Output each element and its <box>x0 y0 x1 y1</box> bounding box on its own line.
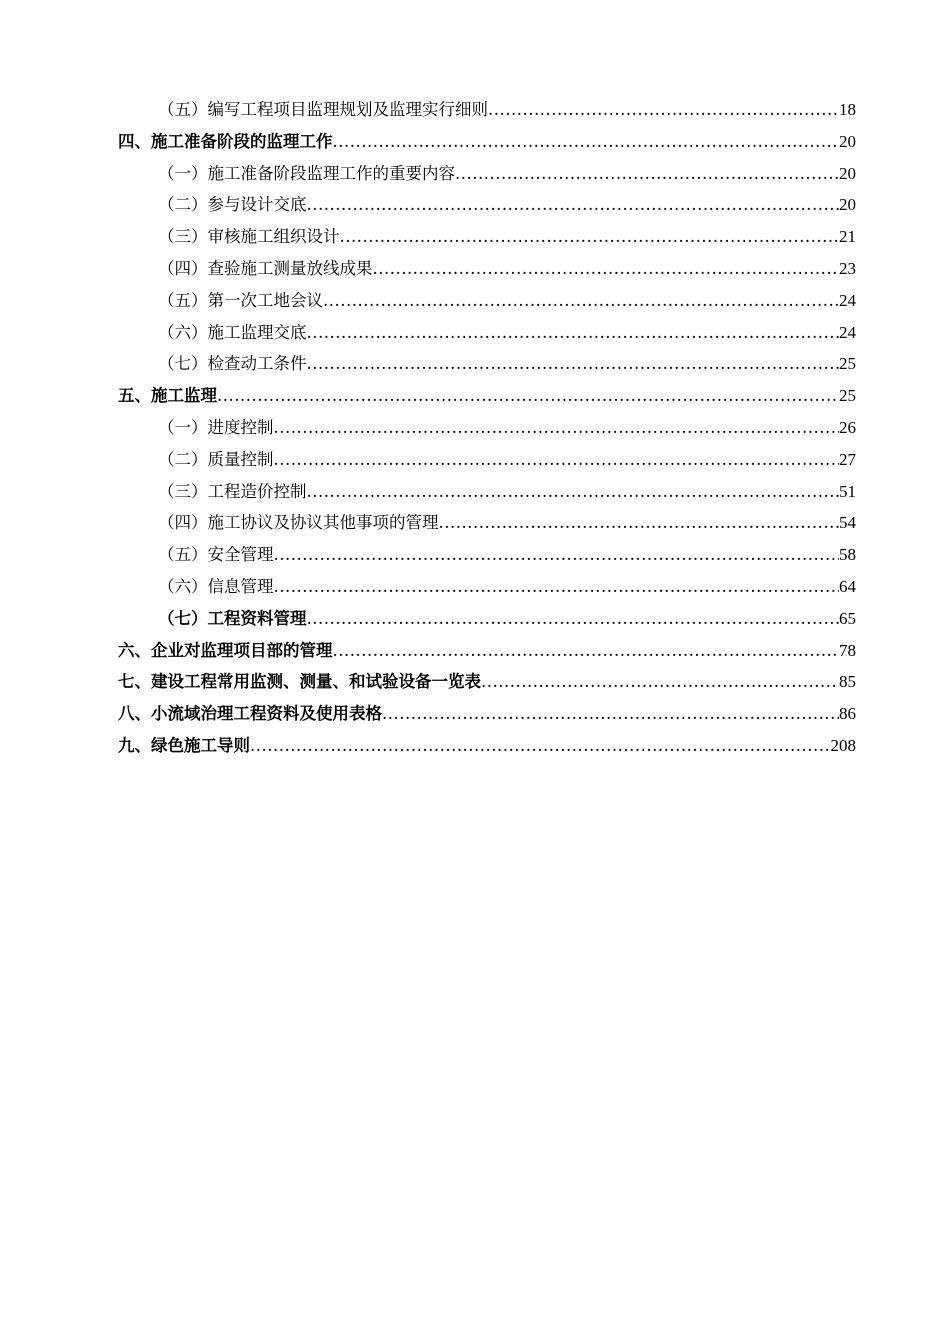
toc-dot-leader <box>340 221 840 253</box>
toc-page-number: 58 <box>839 545 856 565</box>
toc-section-entry[interactable] <box>118 603 856 635</box>
toc-entry-label: （七）工程资料管理 <box>158 608 307 628</box>
toc-entry-label: 八、小流域治理工程资料及使用表格 <box>118 704 382 724</box>
toc-page-number: 24 <box>839 322 856 342</box>
toc-section-entry[interactable] <box>118 476 856 508</box>
toc-dot-leader <box>274 539 840 571</box>
toc-section-entry[interactable] <box>118 571 856 603</box>
toc-page-number: 24 <box>839 290 856 310</box>
toc-entry-label: （五）安全管理 <box>158 545 274 565</box>
toc-page-number: 20 <box>839 163 856 183</box>
toc-page-number: 26 <box>839 417 856 437</box>
toc-chapter-entry[interactable] <box>118 666 856 698</box>
toc-dot-leader <box>307 189 840 221</box>
toc-entry-label: （六）施工监理交底 <box>158 322 307 342</box>
toc-page-number: 27 <box>839 449 856 469</box>
toc-entry-label: 四、施工准备阶段的监理工作 <box>118 131 333 151</box>
toc-page-number: 21 <box>839 227 856 247</box>
toc-chapter-entry[interactable] <box>118 635 856 667</box>
toc-page-number: 86 <box>839 704 856 724</box>
toc-page-number: 20 <box>839 131 856 151</box>
toc-section-entry[interactable] <box>118 189 856 221</box>
toc-dot-leader <box>274 444 840 476</box>
toc-dot-leader <box>481 666 839 698</box>
toc-entry-label: （二）质量控制 <box>158 449 274 469</box>
toc-section-entry[interactable] <box>118 348 856 380</box>
toc-entry-label: （一）施工准备阶段监理工作的重要内容 <box>158 163 455 183</box>
toc-entry-label: 六、企业对监理项目部的管理 <box>118 640 333 660</box>
toc-entry-label: （七）检查动工条件 <box>158 354 307 374</box>
table-of-contents <box>118 94 856 762</box>
toc-page-number: 25 <box>839 386 856 406</box>
toc-dot-leader <box>274 571 840 603</box>
toc-page-number: 208 <box>830 735 856 755</box>
toc-dot-leader <box>455 158 839 190</box>
toc-entry-label: （二）参与设计交底 <box>158 195 307 215</box>
toc-entry-label: （四）查验施工测量放线成果 <box>158 258 373 278</box>
toc-entry-label: （六）信息管理 <box>158 576 274 596</box>
toc-entry-label: 七、建设工程常用监测、测量、和试验设备一览表 <box>118 672 481 692</box>
toc-section-entry[interactable] <box>118 285 856 317</box>
toc-dot-leader <box>373 253 840 285</box>
toc-dot-leader <box>307 603 840 635</box>
toc-dot-leader <box>307 476 840 508</box>
toc-chapter-entry[interactable] <box>118 698 856 730</box>
toc-dot-leader <box>307 348 840 380</box>
toc-dot-leader <box>488 94 839 126</box>
toc-section-entry[interactable] <box>118 94 856 126</box>
toc-dot-leader <box>382 698 839 730</box>
toc-dot-leader <box>307 317 840 349</box>
toc-entry-label: （五）第一次工地会议 <box>158 290 323 310</box>
toc-entry-label: （五）编写工程项目监理规划及监理实行细则 <box>158 100 488 119</box>
toc-dot-leader <box>333 635 840 667</box>
toc-section-entry[interactable] <box>118 412 856 444</box>
toc-page-number: 18 <box>839 100 856 119</box>
toc-section-entry[interactable] <box>118 539 856 571</box>
toc-page-number: 51 <box>839 481 856 501</box>
toc-section-entry[interactable] <box>118 253 856 285</box>
toc-dot-leader <box>439 507 840 539</box>
toc-dot-leader <box>333 126 840 158</box>
toc-section-entry[interactable] <box>118 507 856 539</box>
toc-section-entry[interactable] <box>118 444 856 476</box>
toc-entry-label: 九、绿色施工导则 <box>118 735 250 755</box>
toc-entry-label: （三）审核施工组织设计 <box>158 227 340 247</box>
toc-entry-label: （四）施工协议及协议其他事项的管理 <box>158 513 439 533</box>
toc-section-entry[interactable] <box>118 158 856 190</box>
toc-page-number: 65 <box>839 608 856 628</box>
toc-chapter-entry[interactable] <box>118 126 856 158</box>
toc-page-number: 25 <box>839 354 856 374</box>
toc-page-number: 23 <box>839 258 856 278</box>
toc-dot-leader <box>274 412 840 444</box>
toc-chapter-entry[interactable] <box>118 730 856 762</box>
toc-section-entry[interactable] <box>118 221 856 253</box>
toc-page-number: 20 <box>839 195 856 215</box>
toc-dot-leader <box>217 380 839 412</box>
toc-chapter-entry[interactable] <box>118 380 856 412</box>
toc-page-number: 85 <box>839 672 856 692</box>
toc-page-number: 78 <box>839 640 856 660</box>
toc-page-number: 64 <box>839 576 856 596</box>
toc-dot-leader <box>323 285 839 317</box>
toc-entry-label: （三）工程造价控制 <box>158 481 307 501</box>
toc-dot-leader <box>250 730 831 762</box>
toc-entry-label: 五、施工监理 <box>118 386 217 406</box>
toc-page-number: 54 <box>839 513 856 533</box>
toc-section-entry[interactable] <box>118 317 856 349</box>
toc-entry-label: （一）进度控制 <box>158 417 274 437</box>
